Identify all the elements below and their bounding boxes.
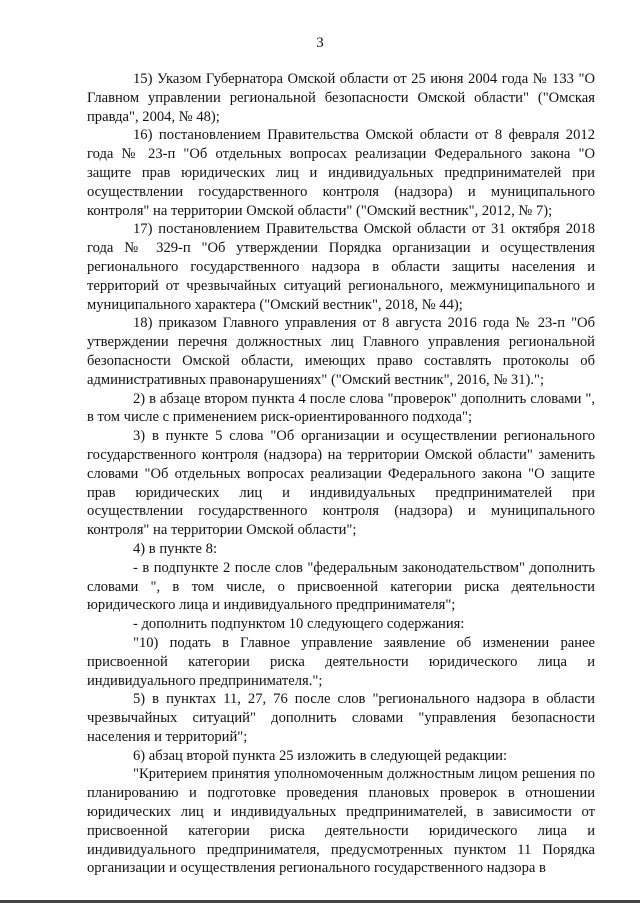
paragraph-subpoint-2: - в подпункте 2 после слов "федеральным законодательством" дополнить словами ", в том числе, о присвоенной категории риска деятельности юридического лица и индивидуального предпринимателя"; (87, 559, 595, 614)
page-number: 3 (316, 35, 324, 51)
paragraph-item-15: 15) Указом Губернатора Омской области от 25 июня 2004 года № 133 "О Главном управлении региональной безопасности Омской области" ("Омская правда", 2004, № 48); (87, 71, 595, 125)
paragraph-item-17: 17) постановлением Правительства Омской области от 31 октября 2018 года № 329-п "Об утверждении Порядка организации и осуществления регионального государственного надзора в области защиты населения и территорий от чрезвычайных ситуаций регионального, межмуниципального и муниципального характера ("Омский вестник", 2018, № 44); (87, 221, 595, 313)
paragraph-amendment-5: 5) в пунктах 11, 27, 76 после слов "регионального надзора в области чрезвычайных ситуаций" дополнить словами "управления безопасности населения и территорий"; (87, 691, 595, 745)
paragraph-amendment-3: 3) в пункте 5 слова "Об организации и осуществлении регионального государственного контроля (надзора) на территории Омской области" заменить словами "Об отдельных вопросах реализации Федерального закона "О защите прав юридических лиц и индивидуальных предпринимателей при осуществлении государственного контроля (надзора) и муниципального контроля" на территории Омской области"; (87, 428, 595, 539)
page-bottom-edge (0, 900, 640, 903)
paragraph-amendment-4: 4) в пункте 8: (133, 540, 218, 557)
paragraph-amendment-6: 6) абзац второй пункта 25 изложить в следующей редакции: (133, 747, 508, 764)
paragraph-subpoint-add-10: - дополнить подпунктом 10 следующего содержания: (133, 616, 465, 633)
paragraph-item-16: 16) постановлением Правительства Омской области от 8 февраля 2012 года № 23-п "Об отдельных вопросах реализации Федерального закона "О защите прав юридических лиц и индивидуальных предпринимателей при осуществлении государственного контроля (надзора) и муниципального контроля" на территории Омской области" ("Омский вестник", 2012, № 7); (87, 127, 595, 219)
paragraph-subpoint-10-text: "10) подать в Главное управление заявление об изменении ранее присвоенной категории риска деятельности юридического лица и индивидуального предпринимателя."; (87, 634, 595, 689)
paragraph-item-18: 18) приказом Главного управления от 8 августа 2016 года № 23-п "Об утверждении перечня должностных лиц Главного управления региональной безопасности Омской области, имеющих право составлять протоколы об административных правонарушениях" ("Омский вестник", 2016, № 31)."; (87, 315, 595, 388)
document-body (87, 70, 595, 878)
paragraph-amendment-2: 2) в абзаце втором пункта 4 после слова "проверок" дополнить словами ", в том числе с применением риск-ориентированного подхода"; (87, 390, 595, 426)
paragraph-criterion-quote: "Критерием принятия уполномоченным должностным лицом решения по планированию и подготовке проведения плановых проверок в отношении юридических лиц и индивидуальных предпринимателей, в зависимости от присвоенной категории риска деятельности юридического лица и индивидуального предпринимателя, предусмотренных пунктом 11 Порядка организации и осуществления регионального государственного надзора в (87, 766, 595, 877)
